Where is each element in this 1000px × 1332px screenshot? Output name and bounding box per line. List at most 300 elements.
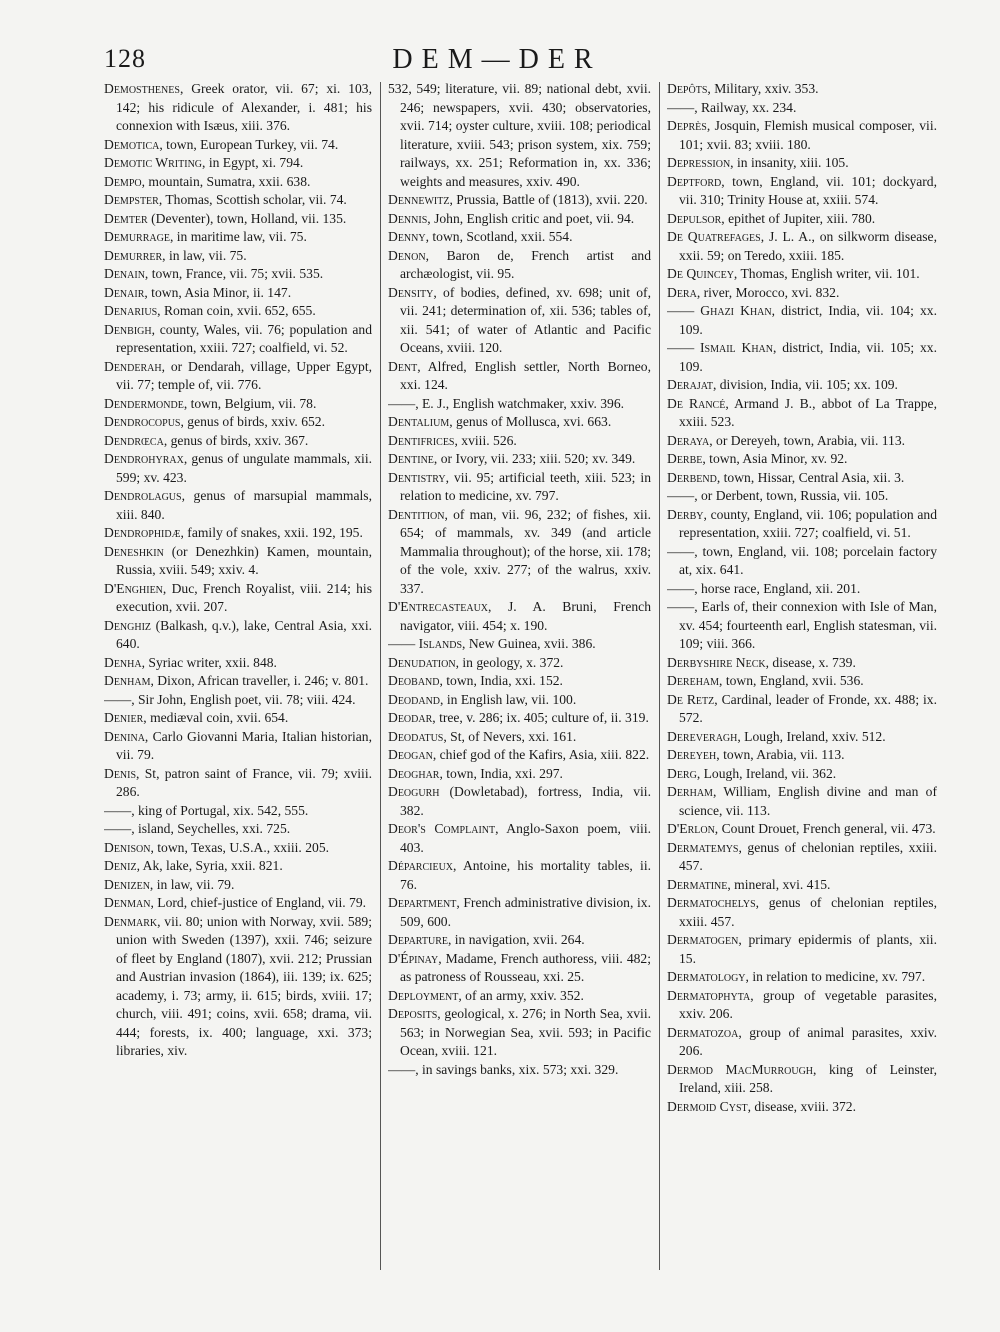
entry-headword: Dermatochelys — [667, 895, 756, 910]
index-entry — [104, 154, 372, 173]
entry-text: , epithet of Jupiter, xiii. 780. — [721, 210, 876, 226]
entry-headword: Dennis — [388, 210, 428, 226]
entry-text: , horse race, England, xii. 201. — [694, 580, 861, 596]
index-entry — [104, 913, 372, 1061]
column-divider — [380, 82, 381, 1270]
entry-text: , group of vegetable parasites, xxiv. 206. — [679, 987, 937, 1021]
index-entry — [104, 654, 372, 673]
column-1 — [104, 80, 372, 1272]
index-entry — [388, 894, 651, 931]
index-entry — [388, 691, 651, 710]
entry-headword: Derbend — [667, 469, 717, 485]
entry-text: , Anglo-Saxon poem, viii. 403. — [400, 821, 651, 855]
entry-headword: Deodand — [388, 691, 441, 707]
entry-headword: De Retz — [667, 691, 715, 707]
index-entry — [388, 783, 651, 820]
entry-headword: Demotica — [104, 136, 160, 152]
entry-text: , Military, xxiv. 353. — [707, 81, 819, 96]
index-entry — [388, 746, 651, 765]
entry-headword: D'Entrecasteaux — [388, 599, 489, 614]
index-entry — [104, 820, 372, 839]
index-entry — [667, 284, 937, 303]
entry-text: , king of Leinster, Ireland, xiii. 258. — [679, 1061, 937, 1095]
index-entry — [104, 136, 372, 155]
entry-text: , disease, x. 739. — [765, 654, 856, 670]
entry-headword: Dereyeh — [667, 747, 717, 762]
entry-headword: Denain — [104, 266, 145, 281]
entry-headword: Dera — [667, 284, 697, 300]
index-entry — [667, 820, 937, 839]
entry-headword: Dereveragh — [667, 728, 738, 744]
index-entry — [388, 284, 651, 358]
entry-headword: Derg — [667, 765, 697, 781]
entry-text: , town, India, xxi. 152. — [439, 673, 563, 688]
index-entry — [104, 857, 372, 876]
entry-headword: —— — [388, 1061, 416, 1077]
entry-headword: Denmark — [104, 913, 158, 929]
entry-text: , in navigation, xvii. 264. — [447, 932, 585, 947]
index-entry — [667, 228, 937, 265]
entry-headword: Dermatine — [667, 876, 728, 892]
entry-headword: Derbyshire Neck — [667, 654, 766, 670]
entry-text: , Syriac writer, xxii. 848. — [141, 654, 277, 670]
entry-headword: Depulsor — [667, 210, 722, 226]
entry-text: , John, English critic and poet, vii. 94. — [427, 210, 635, 226]
index-entry — [667, 469, 937, 488]
entry-text: , in Egypt, xi. 794. — [202, 155, 304, 170]
entry-text: , Ak, lake, Syria, xxii. 821. — [136, 858, 283, 873]
entry-text: , division, India, vii. 105; xx. 109. — [712, 377, 898, 392]
index-entry — [388, 469, 651, 506]
index-entry — [388, 820, 651, 857]
entry-text: , Lough, Ireland, xxiv. 512. — [737, 728, 886, 744]
entry-headword: Dendermonde — [104, 395, 184, 411]
entry-text: , in savings banks, xix. 573; xxi. 329. — [415, 1061, 619, 1077]
entry-text: , genus of birds, xxiv. 652. — [180, 414, 325, 429]
entry-headword: Derby — [667, 506, 704, 522]
entry-text: , genus of chelonian reptiles, xxiii. 457. — [679, 839, 937, 873]
entry-headword: De Quincey — [667, 266, 734, 281]
entry-headword: Deptford — [667, 173, 722, 189]
entry-headword: —— Ghazi Khan — [667, 303, 772, 318]
entry-text: , town, India, xxi. 297. — [439, 765, 563, 781]
entry-headword: Deoband — [388, 673, 440, 688]
entry-text: , Greek orator, vii. 67; xi. 103, 142; his ridicule of Alexander, i. 481; his connexion with Isæus, xiii. 376. — [116, 81, 372, 133]
entry-text: , or Derbent, town, Russia, vii. 105. — [694, 488, 889, 503]
entry-headword: Deoghar — [388, 765, 440, 781]
entry-headword: —— — [667, 99, 695, 115]
entry-headword: Depression — [667, 155, 731, 170]
entry-headword: —— — [667, 543, 695, 559]
index-entry — [388, 1005, 651, 1061]
entry-text: , or Ivory, vii. 233; xiii. 520; xv. 349. — [433, 451, 636, 466]
entry-text: , river, Morocco, xvi. 832. — [696, 284, 840, 300]
index-entry — [388, 857, 651, 894]
entry-headword: Dermatology — [667, 969, 746, 984]
index-entry — [388, 931, 651, 950]
entry-text: , mountain, Sumatra, xxii. 638. — [141, 173, 311, 189]
index-entry — [104, 765, 372, 802]
entry-text: , genus of ungulate mammals, xii. 599; xv. 423. — [116, 451, 372, 485]
index-entry — [388, 765, 651, 784]
entry-headword: —— — [104, 691, 132, 707]
index-entry — [104, 173, 372, 192]
entry-text: , Armand J. B., abbot of La Trappe, xxiii. 523. — [679, 395, 937, 429]
entry-text: , town, France, vii. 75; xvii. 535. — [144, 266, 324, 281]
index-entry — [667, 543, 937, 580]
index-entry — [388, 228, 651, 247]
entry-headword: Denair — [104, 284, 145, 300]
entry-text: , in maritime law, vii. 75. — [169, 229, 307, 244]
entry-headword: Dendrophidæ — [104, 525, 181, 540]
index-entry — [388, 635, 651, 654]
entry-text: , town, Texas, U.S.A., xxiii. 205. — [150, 839, 330, 855]
entry-text: , county, Wales, vii. 76; population and representation, xxiii. 727; coalfield, vi. 52. — [116, 321, 372, 355]
entry-text: , mineral, xvi. 415. — [727, 876, 831, 892]
entry-text: , Alfred, English settler, North Borneo, xxi. 124. — [400, 358, 651, 392]
entry-headword: Denghiz — [104, 617, 152, 633]
entry-headword: —— — [388, 395, 416, 411]
entry-text: , Duc, French Royalist, viii. 214; his execution, xvii. 207. — [116, 580, 372, 614]
index-entry — [667, 746, 937, 765]
entry-text: , Lough, Ireland, vii. 362. — [696, 765, 837, 781]
index-entry — [104, 617, 372, 654]
entry-headword: Dentition — [388, 506, 445, 522]
entry-text: (or Denezhkin) Kamen, mountain, Russia, xviii. 549; xxiv. 4. — [116, 543, 372, 577]
entry-headword: Dentifrices — [388, 432, 455, 448]
entry-text: , genus of Mollusca, xvi. 663. — [449, 414, 612, 429]
entry-text: , Railway, xx. 234. — [694, 99, 797, 115]
entry-headword: —— — [667, 599, 695, 614]
index-entry — [667, 876, 937, 895]
entry-headword: Dennewitz — [388, 192, 450, 207]
entry-text: , St, patron saint of France, vii. 79; xviii. 286. — [116, 765, 372, 799]
entry-text: , in law, vii. 75. — [162, 247, 247, 263]
entry-headword: Demosthenes — [104, 81, 180, 96]
entry-headword: Deraya — [667, 432, 710, 448]
entry-text: , mediæval coin, xvii. 654. — [143, 710, 289, 725]
index-entry — [667, 302, 937, 339]
index-entry — [667, 506, 937, 543]
entry-headword: —— Islands — [388, 636, 463, 651]
index-entry — [667, 432, 937, 451]
page-number: 128 — [104, 44, 146, 73]
index-entry — [667, 1098, 937, 1117]
index-entry — [104, 191, 372, 210]
entry-text: , town, European Turkey, vii. 74. — [159, 136, 339, 152]
index-entry — [667, 672, 937, 691]
entry-headword: D'Erlon — [667, 821, 715, 836]
index-entry — [388, 80, 651, 191]
index-entry — [667, 783, 937, 820]
entry-headword: Department — [388, 895, 457, 910]
index-entry — [667, 210, 937, 229]
index-entry — [388, 506, 651, 599]
entry-headword: —— — [667, 580, 695, 596]
index-entry — [104, 228, 372, 247]
entry-headword: Deogurh — [388, 784, 440, 799]
entry-text: , chief god of the Kafirs, Asia, xiii. 822. — [432, 747, 650, 762]
entry-headword: —— — [104, 821, 132, 836]
entry-headword: Derham — [667, 784, 713, 799]
entry-headword: Denis — [104, 765, 137, 781]
entry-headword: Departure — [388, 932, 448, 947]
index-entry — [388, 709, 651, 728]
entry-headword: De Rancé — [667, 395, 726, 411]
index-entry — [667, 968, 937, 987]
entry-text: , vii. 95; artificial teeth, xiii. 523; in relation to medicine, xv. 797. — [400, 469, 651, 503]
entry-text: , J. L. A., on silkworm disease, xxii. 59; on Teredo, xxiii. 185. — [679, 229, 937, 263]
index-entry — [104, 302, 372, 321]
entry-headword: Dendrocopus — [104, 414, 181, 429]
index-entry — [104, 395, 372, 414]
entry-text: (Dowletabad), fortress, India, vii. 382. — [400, 784, 651, 818]
entry-headword: Demurrage — [104, 229, 170, 244]
index-entry — [667, 1024, 937, 1061]
index-entry — [667, 931, 937, 968]
entry-text: , district, India, vii. 104; xx. 109. — [679, 303, 937, 337]
entry-text: , Antoine, his mortality tables, ii. 76. — [400, 858, 651, 892]
entry-text: , in geology, x. 372. — [455, 654, 564, 670]
index-entry — [388, 450, 651, 469]
entry-text: , primary epidermis of plants, xii. 15. — [679, 932, 937, 966]
index-entry — [104, 358, 372, 395]
entry-text: , Dixon, African traveller, i. 246; v. 801. — [150, 673, 369, 688]
entry-text: , genus of marsupial mammals, xiii. 840. — [116, 488, 372, 522]
index-entry — [388, 672, 651, 691]
entry-headword: Déparcieux — [388, 858, 454, 873]
index-entry — [104, 284, 372, 303]
entry-text: , Earls of, their connexion with Isle of Man, xv. 454; fourteenth earl, English statesman, vii. 109; viii. 366. — [679, 599, 937, 651]
entry-text: , island, Seychelles, xxi. 725. — [131, 821, 291, 836]
entry-text: , town, England, xvii. 536. — [719, 673, 864, 688]
entry-headword: Dendrohyrax — [104, 451, 184, 466]
entry-text: 532, 549; literature, vii. 89; national debt, xvii. 246; newspapers, xvii. 430; observatories, xvii. 714; oyster culture, xviii. 108; periodical literature, xviii. 543; prison system, xix. 759; railways, xx. 251; Reformation in, xx. 336; weights and measures, xxiv. 490. — [388, 81, 651, 189]
entry-headword: Dentine — [388, 451, 434, 466]
entry-text: , vii. 80; union with Norway, xvii. 589; union with Sweden (1397), xxii. 746; seizure of fleet by England (1807), xvii. 212; Prussian and Austrian invasion (1864), iii. 139; ix. 625; academy, i. 73; army, ii. 615; birds, xviii. 17; church, viii. 491; coins, xvii. 658; drama, vii. 444; forests, ix. 400; language, xxi. 373; libraries, xiv. — [116, 913, 372, 1058]
entry-headword: Demurrer — [104, 247, 163, 263]
entry-headword: Dermoid Cyst — [667, 1098, 748, 1114]
index-entry — [104, 672, 372, 691]
index-entry — [104, 450, 372, 487]
index-entry — [104, 709, 372, 728]
index-entry — [388, 432, 651, 451]
index-entry — [104, 432, 372, 451]
entry-text: , town, Hissar, Central Asia, xii. 3. — [716, 469, 905, 485]
entry-headword: D'Enghien — [104, 580, 163, 596]
index-entry — [667, 894, 937, 931]
entry-text: , of man, vii. 96, 232; of fishes, xii. 654; of mammals, xv. 349 (and article Mammalia throughout); of the horse, xii. 178; of the vole, xxiv. 277; of the walrus, xxiv. 337. — [400, 506, 651, 596]
entry-headword: Derajat — [667, 377, 713, 392]
entry-headword: Deniz — [104, 858, 137, 873]
entry-headword: —— — [104, 802, 132, 818]
entry-headword: Dermatogen — [667, 932, 739, 947]
entry-headword: Denderah — [104, 358, 162, 374]
entry-text: , Carlo Giovanni Maria, Italian historian, vii. 79. — [116, 728, 372, 762]
entry-headword: Dereham — [667, 673, 720, 688]
index-entry — [388, 950, 651, 987]
index-entry — [104, 894, 372, 913]
index-entry — [388, 654, 651, 673]
index-entry — [667, 173, 937, 210]
entry-headword: Dentistry — [388, 469, 446, 485]
entry-text: , or Dereyeh, town, Arabia, vii. 113. — [709, 432, 906, 448]
entry-text: , tree, v. 286; ix. 405; culture of, ii. 319. — [432, 710, 649, 725]
entry-text: , New Guinea, xvii. 386. — [462, 636, 596, 651]
index-entry — [104, 728, 372, 765]
entry-text: , E. J., English watchmaker, xxiv. 396. — [415, 395, 625, 411]
entry-text: , of bodies, defined, xv. 698; unit of, vii. 241; determination of, xii. 536; tables of, xii. 541; of water of Atlantic and Pacific Oceans, xviii. 120. — [400, 284, 651, 355]
entry-text: (Deventer), town, Holland, vii. 135. — [147, 210, 347, 226]
entry-text: , J. A. Bruni, French navigator, viii. 454; x. 190. — [400, 599, 651, 633]
index-entry — [104, 80, 372, 136]
index-entry — [667, 691, 937, 728]
entry-headword: Denny — [388, 229, 426, 244]
entry-headword: Dermatophyta — [667, 987, 751, 1003]
entry-headword: Deprès — [667, 118, 707, 133]
entry-headword: Deogan — [388, 747, 433, 762]
entry-headword: —— — [667, 488, 695, 503]
entry-headword: Denon — [388, 247, 426, 263]
entry-text: , Thomas, Scottish scholar, vii. 74. — [158, 192, 347, 207]
entry-headword: Demotic Writing — [104, 155, 203, 170]
entry-headword: Deor's Complaint — [388, 821, 496, 836]
page-header — [104, 44, 890, 84]
entry-text: , Baron de, French artist and archæologist, vii. 95. — [400, 247, 651, 281]
entry-text: , in relation to medicine, xv. 797. — [745, 969, 926, 984]
entry-text: , town, Scotland, xxii. 554. — [425, 229, 573, 244]
entry-text: , French administrative division, ix. 509, 600. — [400, 895, 651, 929]
index-columns — [104, 80, 940, 1280]
entry-text: , district, India, vii. 105; xx. 109. — [679, 340, 937, 374]
index-entry — [104, 321, 372, 358]
index-entry — [388, 358, 651, 395]
entry-text: , genus of birds, xxiv. 367. — [163, 432, 309, 448]
entry-text: , geological, x. 276; in North Sea, xvii. 563; in Norwegian Sea, xvii. 593; in Pacific Ocean, xviii. 121. — [400, 1006, 651, 1058]
index-entry — [104, 247, 372, 266]
entry-headword: Derbe — [667, 451, 703, 466]
entry-headword: Deneshkin — [104, 543, 164, 559]
entry-text: , Count Drouet, French general, vii. 473. — [714, 821, 936, 836]
entry-headword: Deployment — [388, 987, 459, 1003]
index-entry — [667, 450, 937, 469]
index-entry — [667, 376, 937, 395]
entry-text: , of an army, xxiv. 352. — [458, 987, 584, 1003]
index-entry — [388, 247, 651, 284]
entry-text: , in law, vii. 79. — [149, 876, 235, 892]
entry-text: , town, Asia Minor, xv. 92. — [702, 451, 848, 466]
index-entry — [388, 210, 651, 229]
index-entry — [104, 691, 372, 710]
entry-text: , Sir John, English poet, vii. 78; viii. 424. — [131, 691, 356, 707]
index-entry — [388, 598, 651, 635]
index-entry — [667, 580, 937, 599]
entry-headword: Depôts — [667, 81, 708, 96]
entry-text: , Madame, French authoress, viii. 482; as patroness of Rousseau, xxi. 25. — [400, 950, 651, 984]
entry-text: , disease, xviii. 372. — [747, 1098, 856, 1114]
index-entry — [667, 265, 937, 284]
index-entry — [388, 395, 651, 414]
index-entry — [667, 395, 937, 432]
index-entry — [667, 654, 937, 673]
index-entry — [667, 117, 937, 154]
index-entry — [104, 876, 372, 895]
entry-text: , county, England, vii. 106; population and representation, xxiii. 727; coalfield, vi. 51. — [679, 506, 937, 540]
index-entry — [667, 80, 937, 99]
index-entry — [104, 839, 372, 858]
entry-headword: Dermatozoa — [667, 1024, 739, 1040]
index-entry — [104, 487, 372, 524]
entry-text: , in English law, vii. 100. — [440, 691, 577, 707]
entry-headword: Dendrœca — [104, 432, 164, 448]
entry-text: , king of Portugal, xix. 542, 555. — [131, 802, 309, 818]
index-entry — [104, 210, 372, 229]
running-head: DEM—DER — [392, 44, 602, 75]
entry-text: , town, Belgium, vii. 78. — [183, 395, 317, 411]
entry-headword: Denman — [104, 895, 151, 910]
entry-text: , town, England, vii. 108; porcelain factory at, xix. 641. — [679, 543, 937, 577]
entry-text: , Prussia, Battle of (1813), xvii. 220. — [449, 192, 648, 207]
entry-headword: —— Ismail Khan — [667, 340, 773, 355]
index-entry — [667, 99, 937, 118]
entry-headword: Denbigh — [104, 321, 152, 337]
index-entry — [667, 339, 937, 376]
entry-headword: Dermatemys — [667, 839, 739, 855]
entry-headword: Dermod MacMurrough — [667, 1061, 814, 1077]
entry-text: , family of snakes, xxii. 192, 195. — [180, 525, 363, 540]
entry-text: , Lord, chief-justice of England, vii. 79. — [150, 895, 367, 910]
entry-headword: Denham — [104, 673, 151, 688]
entry-text: (Balkash, q.v.), lake, Central Asia, xxi. 640. — [116, 617, 372, 651]
entry-headword: Dempster — [104, 192, 159, 207]
entry-text: , town, England, vii. 101; dockyard, vii. 310; Trinity House at, xxiii. 574. — [679, 173, 937, 207]
index-entry — [667, 765, 937, 784]
entry-headword: Denison — [104, 839, 151, 855]
entry-headword: Denier — [104, 710, 144, 725]
entry-text: , xviii. 526. — [454, 432, 517, 448]
index-entry — [104, 580, 372, 617]
index-entry — [388, 728, 651, 747]
index-entry — [667, 1061, 937, 1098]
column-3 — [667, 80, 937, 1272]
entry-headword: Demter — [104, 210, 148, 226]
entry-headword: De Quatrefages — [667, 229, 761, 244]
index-entry — [104, 802, 372, 821]
entry-headword: Dempo — [104, 173, 142, 189]
entry-headword: Denha — [104, 654, 142, 670]
entry-headword: Dent — [388, 358, 418, 374]
entry-text: , town, Arabia, vii. 113. — [716, 747, 845, 762]
entry-text: , Thomas, English writer, vii. 101. — [733, 266, 920, 281]
entry-headword: Deposits — [388, 1006, 438, 1021]
index-entry — [667, 728, 937, 747]
index-entry — [104, 543, 372, 580]
entry-text: , Josquin, Flemish musical composer, vii. 101; xvii. 83; xviii. 180. — [679, 118, 937, 152]
entry-headword: Deodatus — [388, 728, 444, 744]
entry-headword: Denarius — [104, 303, 158, 318]
index-entry — [388, 987, 651, 1006]
index-entry — [667, 987, 937, 1024]
entry-text: , St, of Nevers, xxi. 161. — [443, 728, 577, 744]
entry-text: , town, Asia Minor, ii. 147. — [144, 284, 292, 300]
entry-headword: Dendrolagus — [104, 488, 182, 503]
index-entry — [104, 413, 372, 432]
index-entry — [667, 154, 937, 173]
entry-headword: D'Épinay — [388, 950, 439, 966]
index-entry — [667, 487, 937, 506]
entry-headword: Deodar — [388, 710, 433, 725]
entry-text: , group of animal parasites, xxiv. 206. — [679, 1024, 937, 1058]
